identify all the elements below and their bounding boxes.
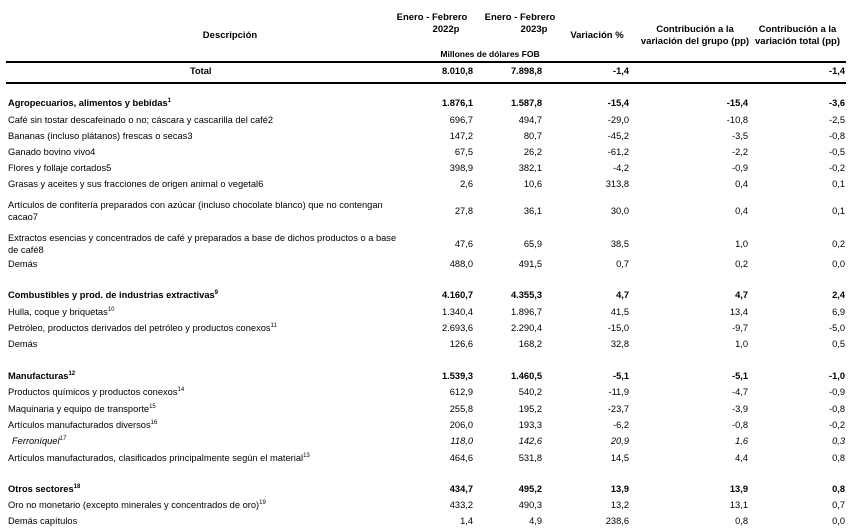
row-description: Ferroníquel$^{17}$ [12, 436, 67, 446]
cell-contrib-group: -3,9 [731, 404, 748, 414]
row-description: Demás [8, 259, 38, 269]
cell-jan-feb-2023: 7.898,8 [510, 66, 542, 76]
cell-jan-feb-2022: 612,9 [449, 387, 473, 397]
cell-contrib-total: -1,0 [828, 371, 845, 381]
cell-jan-feb-2023: 1.460,5 [510, 371, 542, 381]
cell-jan-feb-2023: 142,6 [518, 436, 542, 446]
cell-variation: -6,2 [612, 420, 629, 430]
cell-contrib-total: -1,4 [828, 66, 845, 76]
header-contrib-group-line1: Contribución a la [656, 24, 734, 35]
cell-contrib-group: 1,0 [735, 339, 748, 349]
cell-jan-feb-2023: 65,9 [523, 239, 542, 249]
cell-jan-feb-2022: 398,9 [449, 163, 473, 173]
cell-jan-feb-2023: 2.290,4 [510, 323, 542, 333]
cell-contrib-group: 13,9 [729, 484, 748, 494]
header-contrib-total-line2: variación total (pp) [755, 36, 840, 47]
header-variation: Variación % [570, 30, 624, 41]
cell-variation: 0,7 [616, 259, 629, 269]
cell-jan-feb-2023: 491,5 [518, 259, 542, 269]
cell-variation: 4,7 [616, 290, 629, 300]
cell-jan-feb-2022: 4.160,7 [441, 290, 473, 300]
footnote-ref: 9 [214, 290, 218, 296]
cell-contrib-group: -15,4 [726, 98, 748, 108]
cell-contrib-total: -0,9 [828, 387, 845, 397]
cell-jan-feb-2022: 1.876,1 [441, 98, 473, 108]
row-description: Oro no monetario (excepto minerales y concentrados de oro)$^{19}$ [8, 500, 266, 510]
cell-variation: 238,6 [605, 516, 629, 526]
footnote-ref: 16 [150, 420, 158, 426]
header-description: Descripción [202, 30, 258, 41]
cell-jan-feb-2023: 495,2 [518, 484, 542, 494]
header-col-2023-line1: Enero - Febrero [484, 12, 556, 23]
row-description: Café sin tostar descafeinado o no; cáscara y cascarilla del café2 [8, 115, 274, 125]
cell-jan-feb-2022: 47,6 [454, 239, 473, 249]
header-col-2022 [392, 12, 472, 36]
footnote-ref: 17 [59, 436, 67, 442]
cell-contrib-total: 0,8 [832, 453, 845, 463]
cell-contrib-group: -0,9 [731, 163, 748, 173]
cell-jan-feb-2023: 494,7 [518, 115, 542, 125]
row-description: Artículos manufacturados diversos$^{16}$ [8, 420, 158, 430]
header-rule [6, 61, 846, 63]
cell-variation: -61,2 [607, 147, 629, 157]
cell-jan-feb-2022: 255,8 [449, 404, 473, 414]
cell-contrib-total: 6,9 [832, 307, 845, 317]
row-description: Bananas (incluso plátanos) frescas o secas3 [8, 131, 193, 141]
header-contrib-total [750, 24, 845, 48]
header-col-2022-line1: Enero - Febrero [396, 12, 468, 23]
cell-contrib-group: -3,5 [731, 131, 748, 141]
cell-contrib-total: -0,2 [828, 420, 845, 430]
cell-variation: 41,5 [610, 307, 629, 317]
cell-variation: 30,0 [610, 206, 629, 216]
cell-variation: -1,4 [612, 66, 629, 76]
header-contrib-total-line1: Contribución a la [758, 24, 837, 35]
cell-jan-feb-2023: 168,2 [518, 339, 542, 349]
cell-jan-feb-2022: 488,0 [449, 259, 473, 269]
cell-contrib-group: -2,2 [731, 147, 748, 157]
cell-jan-feb-2022: 27,8 [454, 206, 473, 216]
cell-contrib-total: 0,8 [832, 484, 845, 494]
cell-variation: 313,8 [605, 179, 629, 189]
row-description: Productos químicos y productos conexos$^{14}$ [8, 387, 185, 397]
cell-jan-feb-2022: 147,2 [449, 131, 473, 141]
cell-contrib-group: 13,1 [729, 500, 748, 510]
cell-jan-feb-2022: 126,6 [449, 339, 473, 349]
row-description: Demás [8, 339, 38, 349]
cell-contrib-total: 0,0 [832, 259, 845, 269]
cell-jan-feb-2023: 1.587,8 [510, 98, 542, 108]
row-description: Flores y follaje cortados5 [8, 163, 112, 173]
cell-contrib-group: 4,4 [735, 453, 748, 463]
cell-contrib-total: -0,8 [828, 404, 845, 414]
cell-variation: 13,9 [610, 484, 629, 494]
header-contrib-group [640, 24, 750, 48]
row-description: Agropecuarios, alimentos y bebidas$^1$ [8, 98, 171, 108]
cell-variation: 38,5 [610, 239, 629, 249]
cell-contrib-group: 0,8 [735, 516, 748, 526]
cell-variation: -23,7 [607, 404, 629, 414]
total-rule [6, 82, 846, 84]
footnote-ref: 18 [73, 484, 81, 490]
row-description: Artículos de confitería preparados con azúcar (incluso chocolate blanco) que no contengan cacao7 [8, 200, 383, 222]
cell-jan-feb-2022: 118,0 [450, 436, 473, 446]
cell-contrib-total: -0,2 [828, 163, 845, 173]
cell-contrib-group: -9,7 [731, 323, 748, 333]
row-description: Otros sectores$^{18}$ [8, 484, 81, 494]
cell-contrib-total: 0,3 [832, 436, 845, 446]
cell-jan-feb-2023: 80,7 [523, 131, 542, 141]
cell-jan-feb-2022: 464,6 [449, 453, 473, 463]
cell-contrib-group: -10,8 [726, 115, 748, 125]
cell-jan-feb-2022: 2.693,6 [441, 323, 473, 333]
footnote-ref: 11 [270, 323, 277, 329]
row-description: Manufacturas$^{12}$ [8, 371, 76, 381]
cell-contrib-total: 0,0 [832, 516, 845, 526]
cell-jan-feb-2023: 382,1 [518, 163, 542, 173]
cell-contrib-group: -4,7 [731, 387, 748, 397]
cell-contrib-total: -0,8 [828, 131, 845, 141]
row-description: Demás capítulos [8, 516, 78, 526]
row-description: Extractos esencias y concentrados de café y preparados a base de dichos productos o a base de café8 [8, 233, 397, 255]
footnote-ref: 15 [149, 404, 156, 410]
cell-variation: -11,9 [608, 387, 629, 397]
cell-contrib-group: -0,8 [731, 420, 748, 430]
header-col-2023-line2: 2023p [520, 24, 548, 35]
cell-contrib-total: 0,7 [832, 500, 845, 510]
cell-contrib-group: 1,6 [735, 436, 748, 446]
cell-contrib-group: 0,4 [735, 179, 748, 189]
cell-variation: 13,2 [610, 500, 629, 510]
cell-jan-feb-2022: 206,0 [449, 420, 473, 430]
cell-contrib-group: 1,0 [735, 239, 748, 249]
row-description: Total [190, 66, 212, 76]
footnote-ref: 1 [167, 98, 171, 104]
cell-contrib-group: -5,1 [731, 371, 748, 381]
cell-contrib-group: 4,7 [735, 290, 748, 300]
cell-jan-feb-2022: 696,7 [449, 115, 473, 125]
cell-contrib-total: 2,4 [832, 290, 845, 300]
cell-variation: 14,5 [610, 453, 629, 463]
cell-contrib-total: 0,2 [832, 239, 845, 249]
cell-jan-feb-2022: 433,2 [449, 500, 473, 510]
header-units: Millones de dólares FOB [440, 49, 540, 59]
cell-variation: -45,2 [607, 131, 629, 141]
cell-jan-feb-2023: 26,2 [523, 147, 542, 157]
cell-jan-feb-2023: 195,2 [518, 404, 542, 414]
row-description: Combustibles y prod. de industrias extractivas$^9$ [8, 290, 218, 300]
row-description: Artículos manufacturados, clasificados principalmente según el material$^{13}$ [8, 453, 310, 463]
row-description: Petróleo, productos derivados del petróleo y productos conexos$^{11}$ [8, 323, 277, 333]
cell-jan-feb-2022: 1.539,3 [441, 371, 473, 381]
cell-contrib-total: -0,5 [828, 147, 845, 157]
header-col-2022-line2: 2022p [432, 24, 460, 35]
cell-contrib-total: -5,0 [828, 323, 845, 333]
row-description: Maquinaria y equipo de transporte$^{15}$ [8, 404, 156, 414]
cell-contrib-total: -2,5 [828, 115, 845, 125]
row-description: Hulla, coque y briquetas$^{10}$ [8, 307, 115, 317]
cell-jan-feb-2022: 67,5 [454, 147, 473, 157]
cell-jan-feb-2023: 540,2 [518, 387, 542, 397]
cell-jan-feb-2022: 8.010,8 [441, 66, 473, 76]
footnote-ref: 19 [259, 500, 266, 506]
cell-contrib-total: 0,1 [832, 206, 845, 216]
cell-contrib-total: 0,1 [832, 179, 845, 189]
cell-jan-feb-2023: 490,3 [518, 500, 542, 510]
cell-jan-feb-2023: 10,6 [523, 179, 542, 189]
cell-contrib-group: 0,4 [735, 206, 748, 216]
cell-jan-feb-2023: 4,9 [529, 516, 542, 526]
cell-variation: 20,9 [610, 436, 629, 446]
cell-variation: -4,2 [612, 163, 629, 173]
cell-contrib-total: 0,5 [832, 339, 845, 349]
footnote-ref: 10 [107, 307, 115, 313]
row-description: Ganado bovino vivo4 [8, 147, 96, 157]
header-contrib-group-line2: variación del grupo (pp) [640, 36, 750, 47]
cell-contrib-total: -3,6 [828, 98, 845, 108]
cell-jan-feb-2022: 1,4 [460, 516, 473, 526]
row-description: Grasas y aceites y sus fracciones de origen animal o vegetal6 [8, 179, 264, 189]
cell-jan-feb-2023: 1.896,7 [510, 307, 542, 317]
header-col-2023 [480, 12, 560, 36]
cell-variation: -5,1 [612, 371, 629, 381]
cell-contrib-group: 13,4 [729, 307, 748, 317]
cell-jan-feb-2023: 36,1 [523, 206, 542, 216]
cell-jan-feb-2022: 434,7 [449, 484, 473, 494]
cell-contrib-group: 0,2 [735, 259, 748, 269]
footnote-ref: 12 [68, 371, 76, 377]
cell-variation: -15,0 [607, 323, 629, 333]
footnote-ref: 14 [177, 387, 185, 393]
cell-variation: -15,4 [607, 98, 629, 108]
cell-jan-feb-2023: 531,8 [518, 453, 542, 463]
footnote-ref: 13 [303, 453, 310, 459]
cell-jan-feb-2023: 4.355,3 [510, 290, 542, 300]
cell-jan-feb-2022: 1.340,4 [441, 307, 473, 317]
cell-variation: 32,8 [610, 339, 629, 349]
cell-jan-feb-2022: 2,6 [460, 179, 473, 189]
cell-variation: -29,0 [607, 115, 629, 125]
cell-jan-feb-2023: 193,3 [518, 420, 542, 430]
